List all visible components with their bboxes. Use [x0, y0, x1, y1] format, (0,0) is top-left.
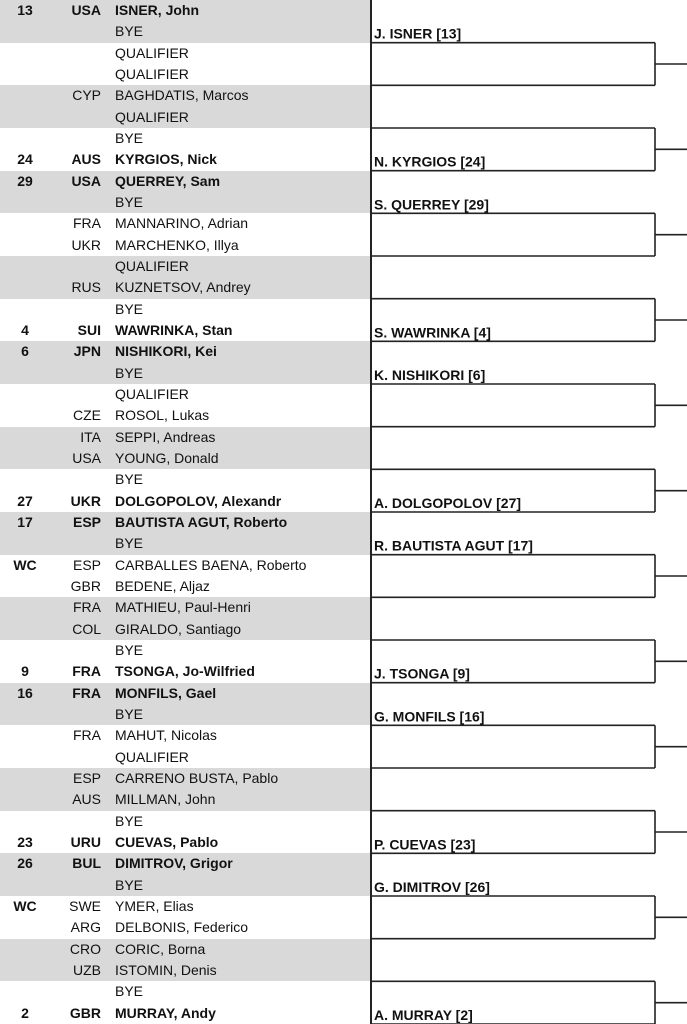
player-name: BYE [115, 642, 144, 658]
player-name: MURRAY, Andy [115, 1004, 216, 1021]
player-name: BEDENE, Aljaz [115, 578, 210, 594]
player-name: CARRENO BUSTA, Pablo [115, 770, 279, 786]
player-name: QUALIFIER [115, 108, 189, 125]
nationality-code: URU [70, 834, 101, 850]
player-name: BYE [115, 876, 144, 893]
round1-winner-label: S. QUERREY [29] [374, 196, 489, 213]
nationality-code: USA [72, 450, 101, 466]
seed-label: 24 [17, 151, 33, 168]
player-name: YMER, Elias [115, 898, 194, 914]
player-name: MATHIEU, Paul-Henri [115, 599, 251, 616]
seed-label: 17 [17, 514, 33, 530]
round1-winner-label: A. DOLGOPOLOV [27] [374, 495, 522, 511]
nationality-code: BUL [72, 855, 101, 872]
nationality-code: FRA [73, 727, 101, 744]
nationality-code: USA [71, 172, 101, 189]
player-name: CORIC, Borna [115, 940, 206, 957]
player-name: BYE [115, 983, 144, 1000]
player-name: BAGHDATIS, Marcos [115, 87, 249, 104]
nationality-code: UZB [73, 962, 101, 978]
seed-label: 29 [17, 172, 33, 189]
round1-winner-label: N. KYRGIOS [24] [374, 153, 486, 170]
player-name: BYE [115, 706, 144, 722]
player-name: QUALIFIER [115, 44, 189, 61]
seed-label: 2 [21, 1004, 29, 1021]
nationality-code: SWE [69, 898, 101, 914]
player-name: BYE [115, 194, 144, 210]
player-name: QUALIFIER [115, 386, 189, 402]
player-name: BAUTISTA AGUT, Roberto [115, 514, 288, 530]
seed-label: 13 [17, 2, 33, 18]
seed-label: WC [13, 556, 37, 573]
player-name: ISTOMIN, Denis [115, 962, 217, 978]
player-name: QUALIFIER [115, 748, 189, 765]
player-name: MARCHENKO, Illya [115, 236, 239, 253]
player-name: MILLMAN, John [115, 791, 216, 808]
player-name: CUEVAS, Pablo [115, 834, 219, 850]
player-name: GIRALDO, Santiago [115, 620, 242, 637]
player-name: DIMITROV, Grigor [115, 855, 233, 872]
seed-label: 23 [17, 834, 33, 850]
player-name: YOUNG, Donald [115, 450, 219, 466]
player-name: ISNER, John [115, 2, 200, 18]
round1-winner-label: G. MONFILS [16] [374, 708, 485, 725]
round1-winner-label: A. MURRAY [2] [374, 1007, 473, 1023]
nationality-code: COL [72, 620, 101, 637]
seed-label: 26 [17, 855, 33, 872]
player-name: BYE [115, 130, 144, 146]
nationality-code: FRA [73, 215, 101, 232]
round1-winner-label: J. ISNER [13] [374, 25, 462, 42]
player-name: QUALIFIER [115, 66, 189, 82]
player-name: MONFILS, Gael [115, 684, 217, 701]
nationality-code: SUI [77, 322, 101, 338]
nationality-code: CYP [72, 87, 101, 104]
player-name: BYE [115, 471, 144, 488]
nationality-code: ESP [72, 770, 101, 786]
player-name: KYRGIOS, Nick [115, 151, 217, 168]
player-name: CARBALLES BAENA, Roberto [115, 556, 307, 573]
round1-winner-label: S. WAWRINKA [4] [374, 324, 491, 341]
nationality-code: AUS [71, 151, 101, 168]
seed-label: 9 [21, 663, 29, 680]
nationality-code: ITA [80, 428, 101, 445]
player-name: ROSOL, Lukas [115, 407, 210, 424]
nationality-code: AUS [72, 791, 101, 808]
seed-label: WC [13, 898, 37, 914]
round1-winner-label: G. DIMITROV [26] [374, 879, 490, 895]
player-name: BYE [115, 364, 144, 381]
nationality-code: ESP [72, 556, 101, 573]
nationality-code: JPN [73, 343, 101, 360]
player-name: QUERREY, Sam [115, 172, 221, 189]
nationality-code: USA [71, 2, 101, 18]
round1-winner-label: K. NISHIKORI [6] [374, 367, 486, 383]
player-name: MANNARINO, Adrian [115, 215, 249, 232]
round1-winner-label: P. CUEVAS [23] [374, 836, 476, 853]
seed-label: 6 [21, 343, 29, 360]
nationality-code: FRA [73, 599, 101, 616]
nationality-code: GBR [70, 578, 101, 594]
player-name: MAHUT, Nicolas [115, 727, 217, 744]
seed-label: 16 [17, 684, 33, 701]
nationality-code: CZE [73, 407, 101, 424]
player-name: BYE [115, 812, 144, 829]
nationality-code: UKR [70, 492, 101, 509]
round1-winner-label: R. BAUTISTA AGUT [17] [374, 537, 533, 554]
player-name: DELBONIS, Federico [115, 919, 249, 936]
player-name: BYE [115, 535, 144, 552]
player-name: QUALIFIER [115, 258, 189, 274]
player-name: NISHIKORI, Kei [115, 343, 217, 360]
player-name: KUZNETSOV, Andrey [115, 279, 251, 296]
seed-label: 27 [17, 492, 33, 509]
player-name: BYE [115, 300, 144, 317]
nationality-code: FRA [72, 684, 101, 701]
nationality-code: GBR [69, 1004, 101, 1021]
nationality-code: ARG [70, 919, 101, 936]
player-name: TSONGA, Jo-Wilfried [115, 663, 255, 680]
player-name: DOLGOPOLOV, Alexandr [115, 492, 282, 509]
nationality-code: CRO [69, 940, 101, 957]
player-name: WAWRINKA, Stan [115, 322, 233, 338]
nationality-code: FRA [72, 663, 101, 680]
nationality-code: RUS [71, 279, 101, 296]
round1-winner-label: J. TSONGA [9] [374, 665, 470, 682]
nationality-code: ESP [72, 514, 101, 530]
seed-label: 4 [21, 322, 29, 338]
player-name: BYE [115, 23, 144, 40]
nationality-code: UKR [71, 236, 101, 253]
player-name: SEPPI, Andreas [115, 428, 216, 445]
